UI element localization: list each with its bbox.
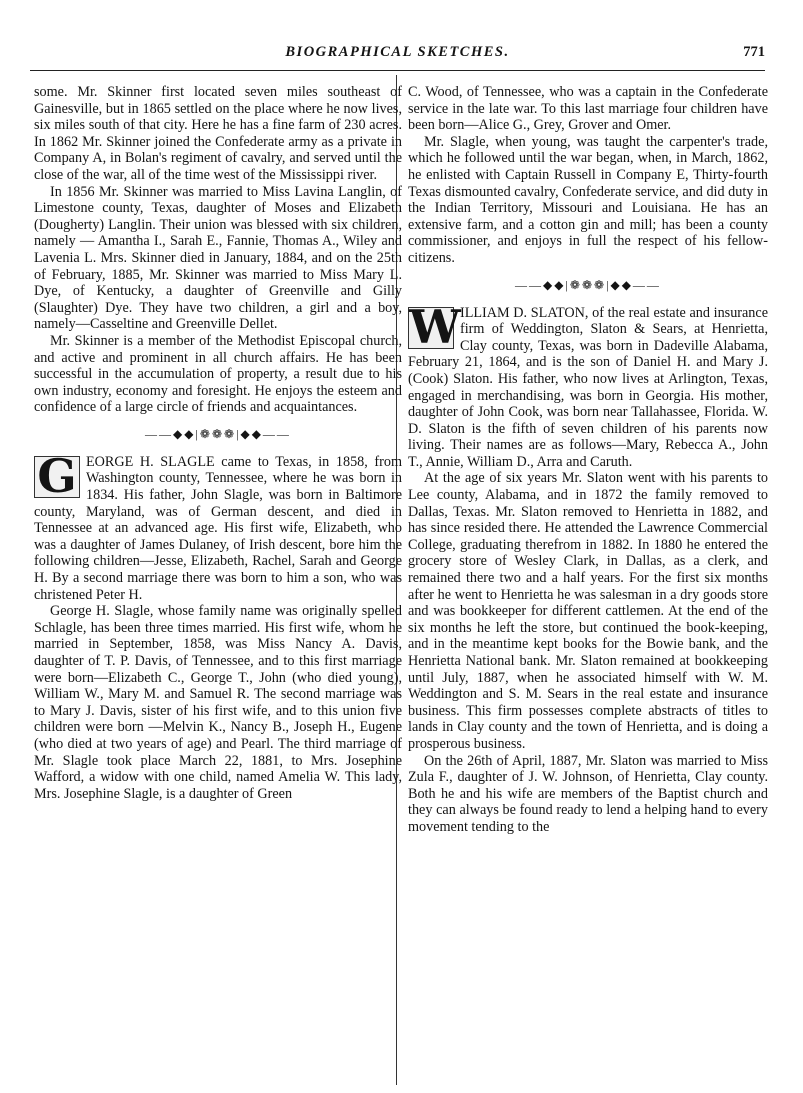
left-column bbox=[34, 84, 402, 802]
drop-cap-w: W bbox=[409, 299, 461, 354]
page-title: BIOGRAPHICAL SKETCHES. bbox=[285, 44, 510, 60]
slagle-biography bbox=[34, 448, 402, 603]
section-ornament: ——◆◆|❁❁❁|◆◆—— bbox=[145, 426, 291, 441]
header-rule bbox=[30, 70, 765, 71]
slagle-paragraph-2: George H. Slagle, whose family name was originally spelled Schlagle, has been three times married. His first wife, whom he married in September, 1858, was Miss Nancy A. Davis, daughter of T. P. Davis, of Tennessee, and to this first marriage were born—Elizabeth C., George T., John (who died young), William W., Mary M. and Samuel R. The second marriage was to Mary J. Davis, sister of his first wife, and to this union five children were born —Melvin K., Nancy B., Joseph H., Eugene (who died at two years of age) and Pearl. The third marriage of Mr. Slagle took place March 22, 1881, to Mrs. Josephine Wafford, a widow with one child, named Amelia W. This lady, Mrs. Josephine Slagle, is a daughter of Green bbox=[34, 603, 402, 802]
slagle-paragraph-1: EORGE H. SLAGLE came to Texas, in 1858, from Washington county, Tennessee, where he was born in 1834. His father, John Slagle, was born in Baltimore county, Maryland, was of German descent, and died in Tennessee at an advanced age. His first wife, Elizabeth, who was a daughter of James Dulaney, of Irish descent, bore him the following children—Jesse, Elizabeth, Rachel, Sarah and George H. By a second marriage there was born to him a son, who was christened Peter H. bbox=[34, 453, 402, 603]
skinner-paragraph-1: some. Mr. Skinner first located seven miles southeast of Gainesville, but in 1865 settled on the place where he now lives, six miles south of that city. Here he has a fine farm of 230 acres. In 1862 Mr. Skinner joined the Confederate army as a private in Company A, in Bolan's regiment of cavalry, and served until the close of the war, all of the time west of the Mississippi river. bbox=[34, 84, 402, 183]
slagle-paragraph-3: C. Wood, of Tennessee, who was a captain in the Confederate service in the late war. To this last marriage four children have been born—Alice G., Grey, Grover and Omer. bbox=[408, 84, 768, 134]
section-ornament: ——◆◆|❁❁❁|◆◆—— bbox=[515, 277, 661, 292]
slaton-paragraph-3: On the 26th of April, 1887, Mr. Slaton was married to Miss Zula F., daughter of J. W. Johnson, of Henrietta, Clay county. Both he and his wife are members of the Baptist church and they can always be found ready to lend a helping hand to every movement tending to the bbox=[408, 752, 768, 835]
slaton-paragraph-2: At the age of six years Mr. Slaton went with his parents to Lee county, Alabama, and in 1872 the family removed to Dallas, Texas. Mr. Slaton removed to Henrietta in 1882, and has since resided there. He attended the Lawrence Commercial College, graduating therefrom in 1882. In 1880 he entered the grocery store of Wesley Clark, in Dallas, as a clerk, and remained there two and a half years. For the first six months after he went to Henrietta he was salesman in a dry goods store and was bookkeeper for different cattlemen. At the end of the six months he left the store, but continued the book-keeping, and in the meantime kept books for the Bowie bank, and the Henrietta National bank. Mr. Slaton remained at bookkeeping until July, 1887, when he associated himself with W. M. Weddington and S. M. Sears in the real estate and insurance business. This firm possesses complete abstracts of titles to lands in Clay county and the town of Henrietta, and is doing a prosperous business. bbox=[408, 470, 768, 752]
slaton-biography bbox=[408, 299, 768, 471]
skinner-paragraph-2: In 1856 Mr. Skinner was married to Miss Lavina Langlin, of Limestone county, Texas, daughter of Moses and Elizabeth (Dougherty) Langlin. Their union was blessed with six children, namely — Amantha I., Sarah E., Fannie, Thomas A., Wiley and Lavenia L. Mrs. Skinner died in January, 1884, and on the 25th of February, 1885, Mr. Skinner was married to Miss Mary L. Dye, of Kentucky, a daughter of Greenville and Gilly (Slaughter) Dye. They have two children, a girl and a boy, namely—Casseltine and Greenville Dellet. bbox=[34, 183, 402, 333]
slaton-paragraph-1: ILLIAM D. SLATON, of the real estate and insurance firm of Weddington, Slaton & Sears, at Henrietta, Clay county, Texas, was born in Dadeville Alabama, February 21, 1864, and is the son of Daniel H. and Mary J. (Cook) Slaton. His father, who now lives at Arlington, Texas, engaged in merchandising, was born in Georgia. His mother, daughter of John Cook, was born near Tallahassee, Florida. W. D. Slaton is the fifth of seven children of his parents now living. Their names are as follows—Mary, Rebecca A., John T., Annie, William D., Arra and Caruth. bbox=[408, 304, 768, 470]
page-number: 771 bbox=[743, 44, 765, 60]
skinner-paragraph-3: Mr. Skinner is a member of the Methodist Episcopal church, and active and prominent in all church affairs. He has been successful in the accumulation of property, a result due to his own industry, economy and foresight. He enjoys the esteem and confidence of a large circle of friends and acquaintances. bbox=[34, 332, 402, 416]
drop-cap-g: G bbox=[34, 456, 80, 498]
running-header bbox=[30, 44, 765, 66]
slagle-paragraph-4: Mr. Slagle, when young, was taught the carpenter's trade, which he followed until the war began, when, in March, 1862, he enlisted with Captain Russell in Company E, Thirty-fourth Texas dismounted cavalry, Confederate service, and did duty in the Indian Territory, Missouri and Louisiana. He has an extensive farm, and a cotton gin and mill; has been a county commissioner, and enjoys in full the respect of his fellow-citizens. bbox=[408, 133, 768, 266]
right-column bbox=[408, 84, 768, 836]
